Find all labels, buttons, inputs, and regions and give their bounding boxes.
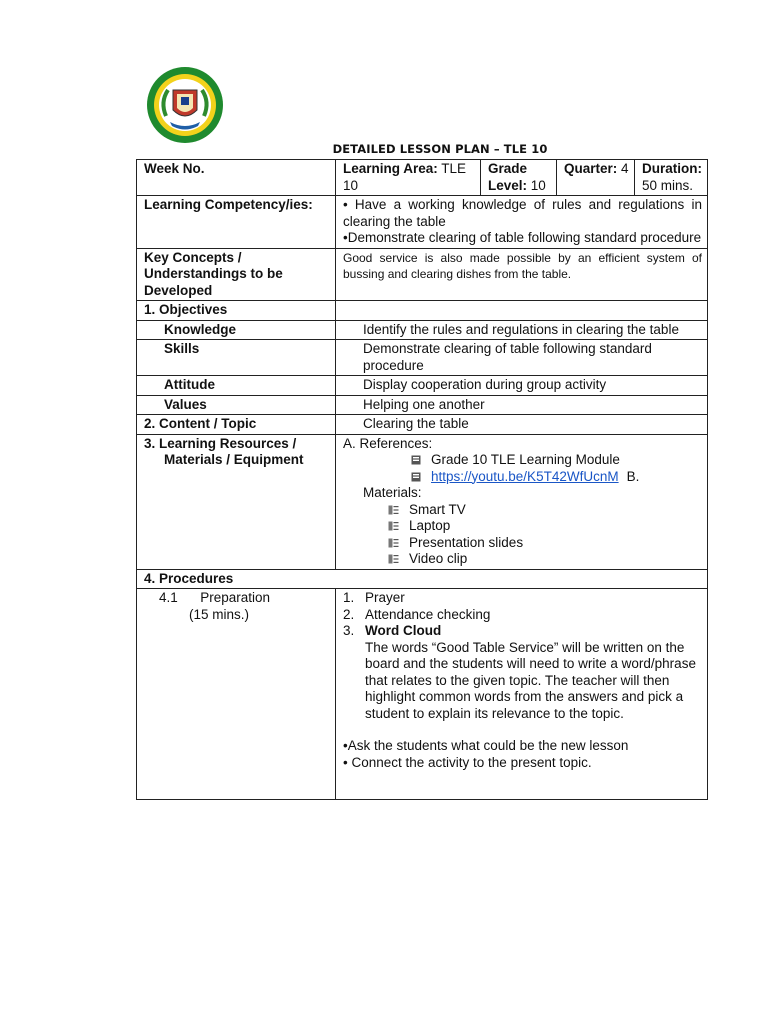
book-icon xyxy=(411,472,421,482)
materials-label: Materials: xyxy=(363,485,422,500)
table-row xyxy=(137,340,708,376)
table-row xyxy=(137,589,708,800)
duration-cell: Duration: 50 mins. xyxy=(635,160,708,196)
grade-level-cell: Grade Level: 10 xyxy=(481,160,557,196)
checklist-icon xyxy=(388,554,399,564)
list-item: 3. Word Cloud xyxy=(343,623,442,638)
skills-label: Skills xyxy=(137,340,336,376)
material-item: Video clip xyxy=(343,551,702,568)
table-row xyxy=(137,248,708,301)
key-concepts-label: Key Concepts / Understandings to be Developed xyxy=(137,248,336,301)
reference-item xyxy=(343,452,702,469)
table-row xyxy=(137,434,708,569)
quarter-cell: Quarter: 4 xyxy=(557,160,635,196)
checklist-icon xyxy=(388,538,399,548)
connect-activity-text: • Connect the activity to the present topic. xyxy=(343,754,592,770)
school-seal-logo xyxy=(146,66,224,144)
content-label: 2. Content / Topic xyxy=(137,415,336,435)
material-item: Laptop xyxy=(343,518,702,535)
resources-label-line: 3. Learning Resources / xyxy=(144,435,297,451)
content-value: Clearing the table xyxy=(336,415,708,435)
checklist-icon xyxy=(388,505,399,515)
competency-value xyxy=(336,196,708,249)
preparation-time: (15 mins.) xyxy=(189,606,250,622)
values-value: Helping one another xyxy=(336,395,708,415)
procedures-label: 4. Procedures xyxy=(137,569,708,589)
book-icon xyxy=(411,455,421,465)
word-cloud-description: The words “Good Table Service” will be written on the board and the students will need to write a word/phrase that relates to the given topic. The teacher will then highlight common words from the answers and pick a student to explain its relevance to the topic. xyxy=(365,639,696,721)
competency-label: Learning Competency/ies: xyxy=(137,196,336,249)
values-label: Values xyxy=(137,395,336,415)
week-cell: Week No. xyxy=(137,160,336,196)
youtube-link[interactable]: https://youtu.be/K5T42WfUcnM xyxy=(431,468,619,484)
table-row xyxy=(137,301,708,321)
objectives-empty xyxy=(336,301,708,321)
resources-label-line: Materials / Equipment xyxy=(164,452,304,467)
procedure-steps xyxy=(343,590,702,640)
material-item: Presentation slides xyxy=(343,535,702,552)
list-item: 1. Prayer xyxy=(343,590,405,605)
competency-line: •Demonstrate clearing of table following standard procedure xyxy=(343,230,702,245)
list-item: 2. Attendance checking xyxy=(343,606,491,622)
lesson-plan-table xyxy=(136,159,708,800)
resources-value xyxy=(336,434,708,569)
attitude-value: Display cooperation during group activity xyxy=(336,376,708,396)
knowledge-label: Knowledge xyxy=(137,320,336,340)
table-row xyxy=(137,196,708,249)
table-row xyxy=(137,395,708,415)
resources-label xyxy=(137,434,336,569)
material-item: Smart TV xyxy=(343,502,702,519)
reference-item xyxy=(343,469,702,486)
objectives-label: 1. Objectives xyxy=(137,301,336,321)
checklist-icon xyxy=(388,521,399,531)
preparation-label xyxy=(137,589,336,800)
preparation-content xyxy=(336,589,708,800)
references-label: A. References: xyxy=(343,435,433,451)
table-row xyxy=(137,376,708,396)
knowledge-value: Identify the rules and regulations in clearing the table xyxy=(336,320,708,340)
reference-text: Grade 10 TLE Learning Module xyxy=(431,452,620,467)
table-row xyxy=(137,160,708,196)
preparation-title: 4.1 Preparation xyxy=(159,590,271,605)
table-row xyxy=(137,415,708,435)
ask-students-text: •Ask the students what could be the new lesson xyxy=(343,738,629,753)
learning-area-cell: Learning Area: TLE 10 xyxy=(336,160,481,196)
competency-line: • Have a working knowledge of rules and regulations in clearing the table xyxy=(343,197,702,229)
table-row xyxy=(137,569,708,589)
reference-suffix: B. xyxy=(626,468,640,484)
skills-value: Demonstrate clearing of table following standard procedure xyxy=(336,340,708,376)
document-title: DETAILED LESSON PLAN – TLE 10 xyxy=(332,142,548,156)
table-row xyxy=(137,320,708,340)
attitude-label: Attitude xyxy=(137,376,336,396)
key-concepts-value: Good service is also made possible by an efficient system of bussing and clearing dishes from the table. xyxy=(336,248,708,301)
